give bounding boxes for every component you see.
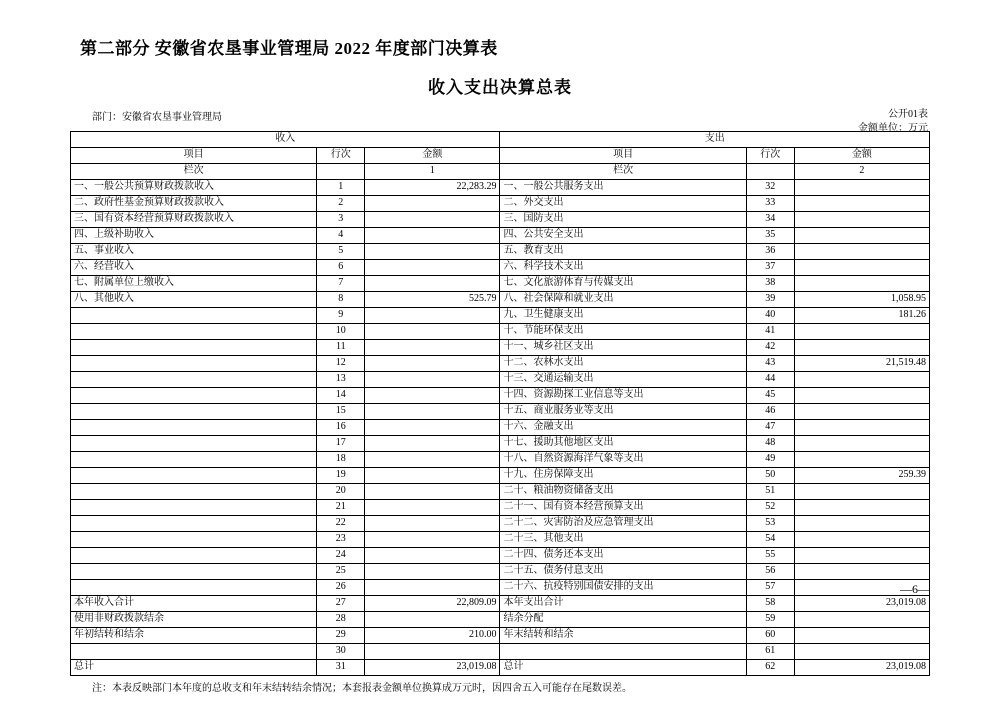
cell-expense-amount (794, 531, 929, 547)
cell-expense-line: 61 (746, 643, 794, 659)
cell-income-line: 19 (317, 467, 365, 483)
cell-income-line: 10 (317, 323, 365, 339)
table-summary-row (71, 643, 930, 659)
cell-income-amount (365, 387, 500, 403)
cell-expense-item: 八、社会保障和就业支出 (500, 291, 746, 307)
table-column-number-row (71, 163, 930, 179)
table-row (71, 291, 930, 307)
cell-expense-amount: 1,058.95 (794, 291, 929, 307)
table-row (71, 563, 930, 579)
cell-expense-item: 二十二、灾害防治及应急管理支出 (500, 515, 746, 531)
cell-expense-item: 二十四、债务还本支出 (500, 547, 746, 563)
table-row (71, 323, 930, 339)
cell-income-line: 20 (317, 483, 365, 499)
table-row (71, 275, 930, 291)
cell-expense-line: 54 (746, 531, 794, 547)
cell-income-item: 总计 (71, 659, 317, 675)
table-summary-row (71, 595, 930, 611)
cell-income-line: 28 (317, 611, 365, 627)
cell-income-item (71, 531, 317, 547)
cell-expense-line: 45 (746, 387, 794, 403)
cell-income-line: 31 (317, 659, 365, 675)
cell-income-amount (365, 403, 500, 419)
cell-income-line: 15 (317, 403, 365, 419)
cell-income-line: 27 (317, 595, 365, 611)
cell-expense-item: 一、一般公共服务支出 (500, 179, 746, 195)
cell-income-item (71, 435, 317, 451)
cell-expense-item: 二十一、国有资本经营预算支出 (500, 499, 746, 515)
page-title: 第二部分 安徽省农垦事业管理局 2022 年度部门决算表 (80, 39, 498, 58)
cell-income-amount (365, 419, 500, 435)
cell-income-item (71, 643, 317, 659)
cell-expense-item: 十五、商业服务业等支出 (500, 403, 746, 419)
cell-expense-line: 33 (746, 195, 794, 211)
column-row-label-expense: 栏次 (500, 163, 746, 179)
table-row (71, 227, 930, 243)
cell-expense-item: 十、节能环保支出 (500, 323, 746, 339)
cell-income-amount: 22,809.09 (365, 595, 500, 611)
cell-income-amount (365, 483, 500, 499)
table-row (71, 195, 930, 211)
col-header-income-item: 项目 (71, 147, 317, 163)
cell-income-line: 25 (317, 563, 365, 579)
cell-income-line: 13 (317, 371, 365, 387)
cell-expense-item: 四、公共安全支出 (500, 227, 746, 243)
cell-expense-item: 十一、城乡社区支出 (500, 339, 746, 355)
cell-expense-item: 十六、金融支出 (500, 419, 746, 435)
cell-expense-line: 57 (746, 579, 794, 595)
cell-expense-item: 十二、农林水支出 (500, 355, 746, 371)
cell-income-item: 四、上级补助收入 (71, 227, 317, 243)
cell-income-item: 七、附属单位上缴收入 (71, 275, 317, 291)
cell-expense-line: 47 (746, 419, 794, 435)
cell-expense-amount (794, 483, 929, 499)
table-row (71, 451, 930, 467)
cell-expense-item: 九、卫生健康支出 (500, 307, 746, 323)
cell-income-line: 14 (317, 387, 365, 403)
table-row (71, 467, 930, 483)
cell-expense-line: 44 (746, 371, 794, 387)
col-header-expense-item: 项目 (500, 147, 746, 163)
cell-income-amount (365, 547, 500, 563)
cell-income-item: 八、其他收入 (71, 291, 317, 307)
cell-income-item (71, 515, 317, 531)
cell-expense-amount (794, 419, 929, 435)
cell-income-amount (365, 243, 500, 259)
cell-expense-line: 43 (746, 355, 794, 371)
cell-income-item (71, 563, 317, 579)
cell-income-item: 年初结转和结余 (71, 627, 317, 643)
cell-income-amount: 525.79 (365, 291, 500, 307)
cell-income-amount (365, 275, 500, 291)
cell-income-line: 16 (317, 419, 365, 435)
cell-expense-amount (794, 611, 929, 627)
col-header-income-line: 行次 (317, 147, 365, 163)
cell-income-item (71, 371, 317, 387)
cell-income-item (71, 355, 317, 371)
table-row (71, 547, 930, 563)
cell-income-line: 17 (317, 435, 365, 451)
cell-expense-amount: 181.26 (794, 307, 929, 323)
group-header-expense: 支出 (500, 131, 930, 147)
table-title: 收入支出决算总表 (428, 78, 572, 97)
cell-expense-line: 58 (746, 595, 794, 611)
cell-expense-line: 55 (746, 547, 794, 563)
cell-expense-amount (794, 195, 929, 211)
cell-expense-line: 40 (746, 307, 794, 323)
cell-expense-amount (794, 323, 929, 339)
cell-expense-item: 本年支出合计 (500, 595, 746, 611)
col-header-expense-line: 行次 (746, 147, 794, 163)
cell-income-line: 30 (317, 643, 365, 659)
cell-income-line: 26 (317, 579, 365, 595)
cell-expense-amount (794, 371, 929, 387)
cell-expense-line: 41 (746, 323, 794, 339)
cell-expense-line: 48 (746, 435, 794, 451)
cell-expense-line: 34 (746, 211, 794, 227)
cell-expense-item: 十八、自然资源海洋气象等支出 (500, 451, 746, 467)
cell-expense-amount (794, 643, 929, 659)
cell-expense-line: 36 (746, 243, 794, 259)
cell-income-amount (365, 563, 500, 579)
cell-expense-item (500, 643, 746, 659)
cell-expense-item: 二十六、抗疫特别国债安排的支出 (500, 579, 746, 595)
table-summary-row (71, 611, 930, 627)
col-header-income-amount: 金额 (365, 147, 500, 163)
cell-expense-line: 50 (746, 467, 794, 483)
cell-expense-line: 46 (746, 403, 794, 419)
cell-income-item (71, 547, 317, 563)
cell-income-item (71, 387, 317, 403)
table-footnote: 注：本表反映部门本年度的总收支和年末结转结余情况；本套报表金额单位换算成万元时，因四舍五入可能存在尾数误差。 (92, 682, 632, 694)
cell-income-line: 22 (317, 515, 365, 531)
table-row (71, 355, 930, 371)
cell-expense-amount (794, 499, 929, 515)
cell-income-item (71, 499, 317, 515)
cell-income-amount (365, 227, 500, 243)
table-row (71, 515, 930, 531)
cell-expense-item: 二十五、债务付息支出 (500, 563, 746, 579)
table-row (71, 179, 930, 195)
cell-income-item (71, 419, 317, 435)
cell-expense-line: 62 (746, 659, 794, 675)
cell-expense-line: 60 (746, 627, 794, 643)
cell-income-item: 五、事业收入 (71, 243, 317, 259)
table-body (71, 179, 930, 675)
cell-expense-line: 59 (746, 611, 794, 627)
table-group-header-row (71, 131, 930, 147)
cell-income-item: 使用非财政拨款结余 (71, 611, 317, 627)
form-code: 公开01表 (888, 109, 928, 120)
cell-income-item: 二、政府性基金预算财政拨款收入 (71, 195, 317, 211)
cell-income-amount (365, 451, 500, 467)
cell-income-amount: 22,283.29 (365, 179, 500, 195)
cell-income-amount: 23,019.08 (365, 659, 500, 675)
cell-expense-amount (794, 515, 929, 531)
cell-income-line: 2 (317, 195, 365, 211)
cell-income-amount (365, 435, 500, 451)
cell-expense-item: 年末结转和结余 (500, 627, 746, 643)
cell-expense-amount: 259.39 (794, 467, 929, 483)
cell-expense-item: 五、教育支出 (500, 243, 746, 259)
cell-income-item: 六、经营收入 (71, 259, 317, 275)
cell-expense-line: 42 (746, 339, 794, 355)
cell-expense-amount (794, 339, 929, 355)
cell-income-amount (365, 323, 500, 339)
cell-income-item (71, 323, 317, 339)
cell-expense-amount (794, 563, 929, 579)
cell-income-amount (365, 467, 500, 483)
cell-income-line: 9 (317, 307, 365, 323)
cell-income-line: 29 (317, 627, 365, 643)
cell-expense-amount (794, 179, 929, 195)
table-row (71, 371, 930, 387)
cell-income-line: 12 (317, 355, 365, 371)
column-number-expense-line (746, 163, 794, 179)
cell-income-line: 18 (317, 451, 365, 467)
column-number-income-line (317, 163, 365, 179)
cell-expense-line: 53 (746, 515, 794, 531)
cell-income-item: 本年收入合计 (71, 595, 317, 611)
cell-expense-item: 十七、援助其他地区支出 (500, 435, 746, 451)
cell-expense-line: 32 (746, 179, 794, 195)
cell-income-item: 三、国有资本经营预算财政拨款收入 (71, 211, 317, 227)
cell-expense-line: 38 (746, 275, 794, 291)
cell-expense-item: 十三、交通运输支出 (500, 371, 746, 387)
table-row (71, 435, 930, 451)
table-row (71, 307, 930, 323)
cell-income-amount: 210.00 (365, 627, 500, 643)
table-row (71, 403, 930, 419)
table-row (71, 243, 930, 259)
cell-income-item (71, 307, 317, 323)
cell-income-line: 7 (317, 275, 365, 291)
cell-expense-item: 六、科学技术支出 (500, 259, 746, 275)
table-summary-row (71, 627, 930, 643)
table-summary-row (71, 659, 930, 675)
cell-income-line: 23 (317, 531, 365, 547)
cell-income-amount (365, 307, 500, 323)
cell-income-line: 5 (317, 243, 365, 259)
cell-income-amount (365, 515, 500, 531)
cell-income-amount (365, 499, 500, 515)
cell-expense-item: 结余分配 (500, 611, 746, 627)
cell-expense-item: 总计 (500, 659, 746, 675)
cell-income-item (71, 483, 317, 499)
cell-expense-amount: 23,019.08 (794, 659, 929, 675)
department-line: 部门：安徽省农垦事业管理局 (92, 112, 222, 123)
cell-income-amount (365, 371, 500, 387)
cell-expense-amount (794, 451, 929, 467)
group-header-income: 收入 (71, 131, 500, 147)
cell-income-item (71, 403, 317, 419)
table-row (71, 499, 930, 515)
cell-income-item (71, 451, 317, 467)
table-row (71, 211, 930, 227)
cell-income-amount (365, 643, 500, 659)
cell-income-amount (365, 579, 500, 595)
column-number-expense: 2 (794, 163, 929, 179)
col-header-expense-amount: 金额 (794, 147, 929, 163)
cell-income-amount (365, 611, 500, 627)
cell-expense-amount: 23,019.08 (794, 595, 929, 611)
cell-expense-item: 二十、粮油物资储备支出 (500, 483, 746, 499)
cell-income-line: 11 (317, 339, 365, 355)
cell-expense-item: 十四、资源勘探工业信息等支出 (500, 387, 746, 403)
cell-expense-line: 39 (746, 291, 794, 307)
cell-expense-item: 十九、住房保障支出 (500, 467, 746, 483)
cell-income-line: 1 (317, 179, 365, 195)
cell-income-item (71, 339, 317, 355)
cell-expense-amount (794, 627, 929, 643)
unit-note: 金额单位：万元 (858, 122, 928, 134)
budget-table (70, 131, 930, 676)
cell-expense-amount (794, 403, 929, 419)
cell-income-line: 4 (317, 227, 365, 243)
cell-income-item (71, 579, 317, 595)
column-row-label-income: 栏次 (71, 163, 317, 179)
cell-expense-amount (794, 275, 929, 291)
table-row (71, 339, 930, 355)
cell-income-amount (365, 195, 500, 211)
cell-expense-line: 35 (746, 227, 794, 243)
page-number: —6— (900, 582, 930, 596)
cell-income-amount (365, 259, 500, 275)
column-number-income: 1 (365, 163, 500, 179)
cell-expense-amount (794, 547, 929, 563)
cell-expense-amount (794, 259, 929, 275)
table-row (71, 579, 930, 595)
cell-expense-line: 51 (746, 483, 794, 499)
table-column-header-row (71, 147, 930, 163)
cell-income-item: 一、一般公共预算财政拨款收入 (71, 179, 317, 195)
cell-income-line: 24 (317, 547, 365, 563)
cell-income-line: 3 (317, 211, 365, 227)
cell-expense-amount (794, 435, 929, 451)
cell-expense-line: 52 (746, 499, 794, 515)
cell-income-line: 6 (317, 259, 365, 275)
cell-expense-item: 三、国防支出 (500, 211, 746, 227)
cell-income-amount (365, 211, 500, 227)
cell-expense-item: 二、外交支出 (500, 195, 746, 211)
cell-income-item (71, 467, 317, 483)
cell-income-line: 8 (317, 291, 365, 307)
cell-expense-item: 二十三、其他支出 (500, 531, 746, 547)
table-row (71, 531, 930, 547)
cell-expense-line: 56 (746, 563, 794, 579)
cell-expense-amount (794, 211, 929, 227)
cell-income-line: 21 (317, 499, 365, 515)
cell-expense-line: 37 (746, 259, 794, 275)
table-row (71, 483, 930, 499)
cell-expense-amount (794, 243, 929, 259)
table-row (71, 387, 930, 403)
cell-expense-line: 49 (746, 451, 794, 467)
cell-income-amount (365, 531, 500, 547)
table-row (71, 259, 930, 275)
cell-expense-amount (794, 387, 929, 403)
cell-expense-item: 七、文化旅游体育与传媒支出 (500, 275, 746, 291)
cell-income-amount (365, 355, 500, 371)
cell-expense-amount (794, 227, 929, 243)
table-row (71, 419, 930, 435)
cell-income-amount (365, 339, 500, 355)
cell-expense-amount: 21,519.48 (794, 355, 929, 371)
